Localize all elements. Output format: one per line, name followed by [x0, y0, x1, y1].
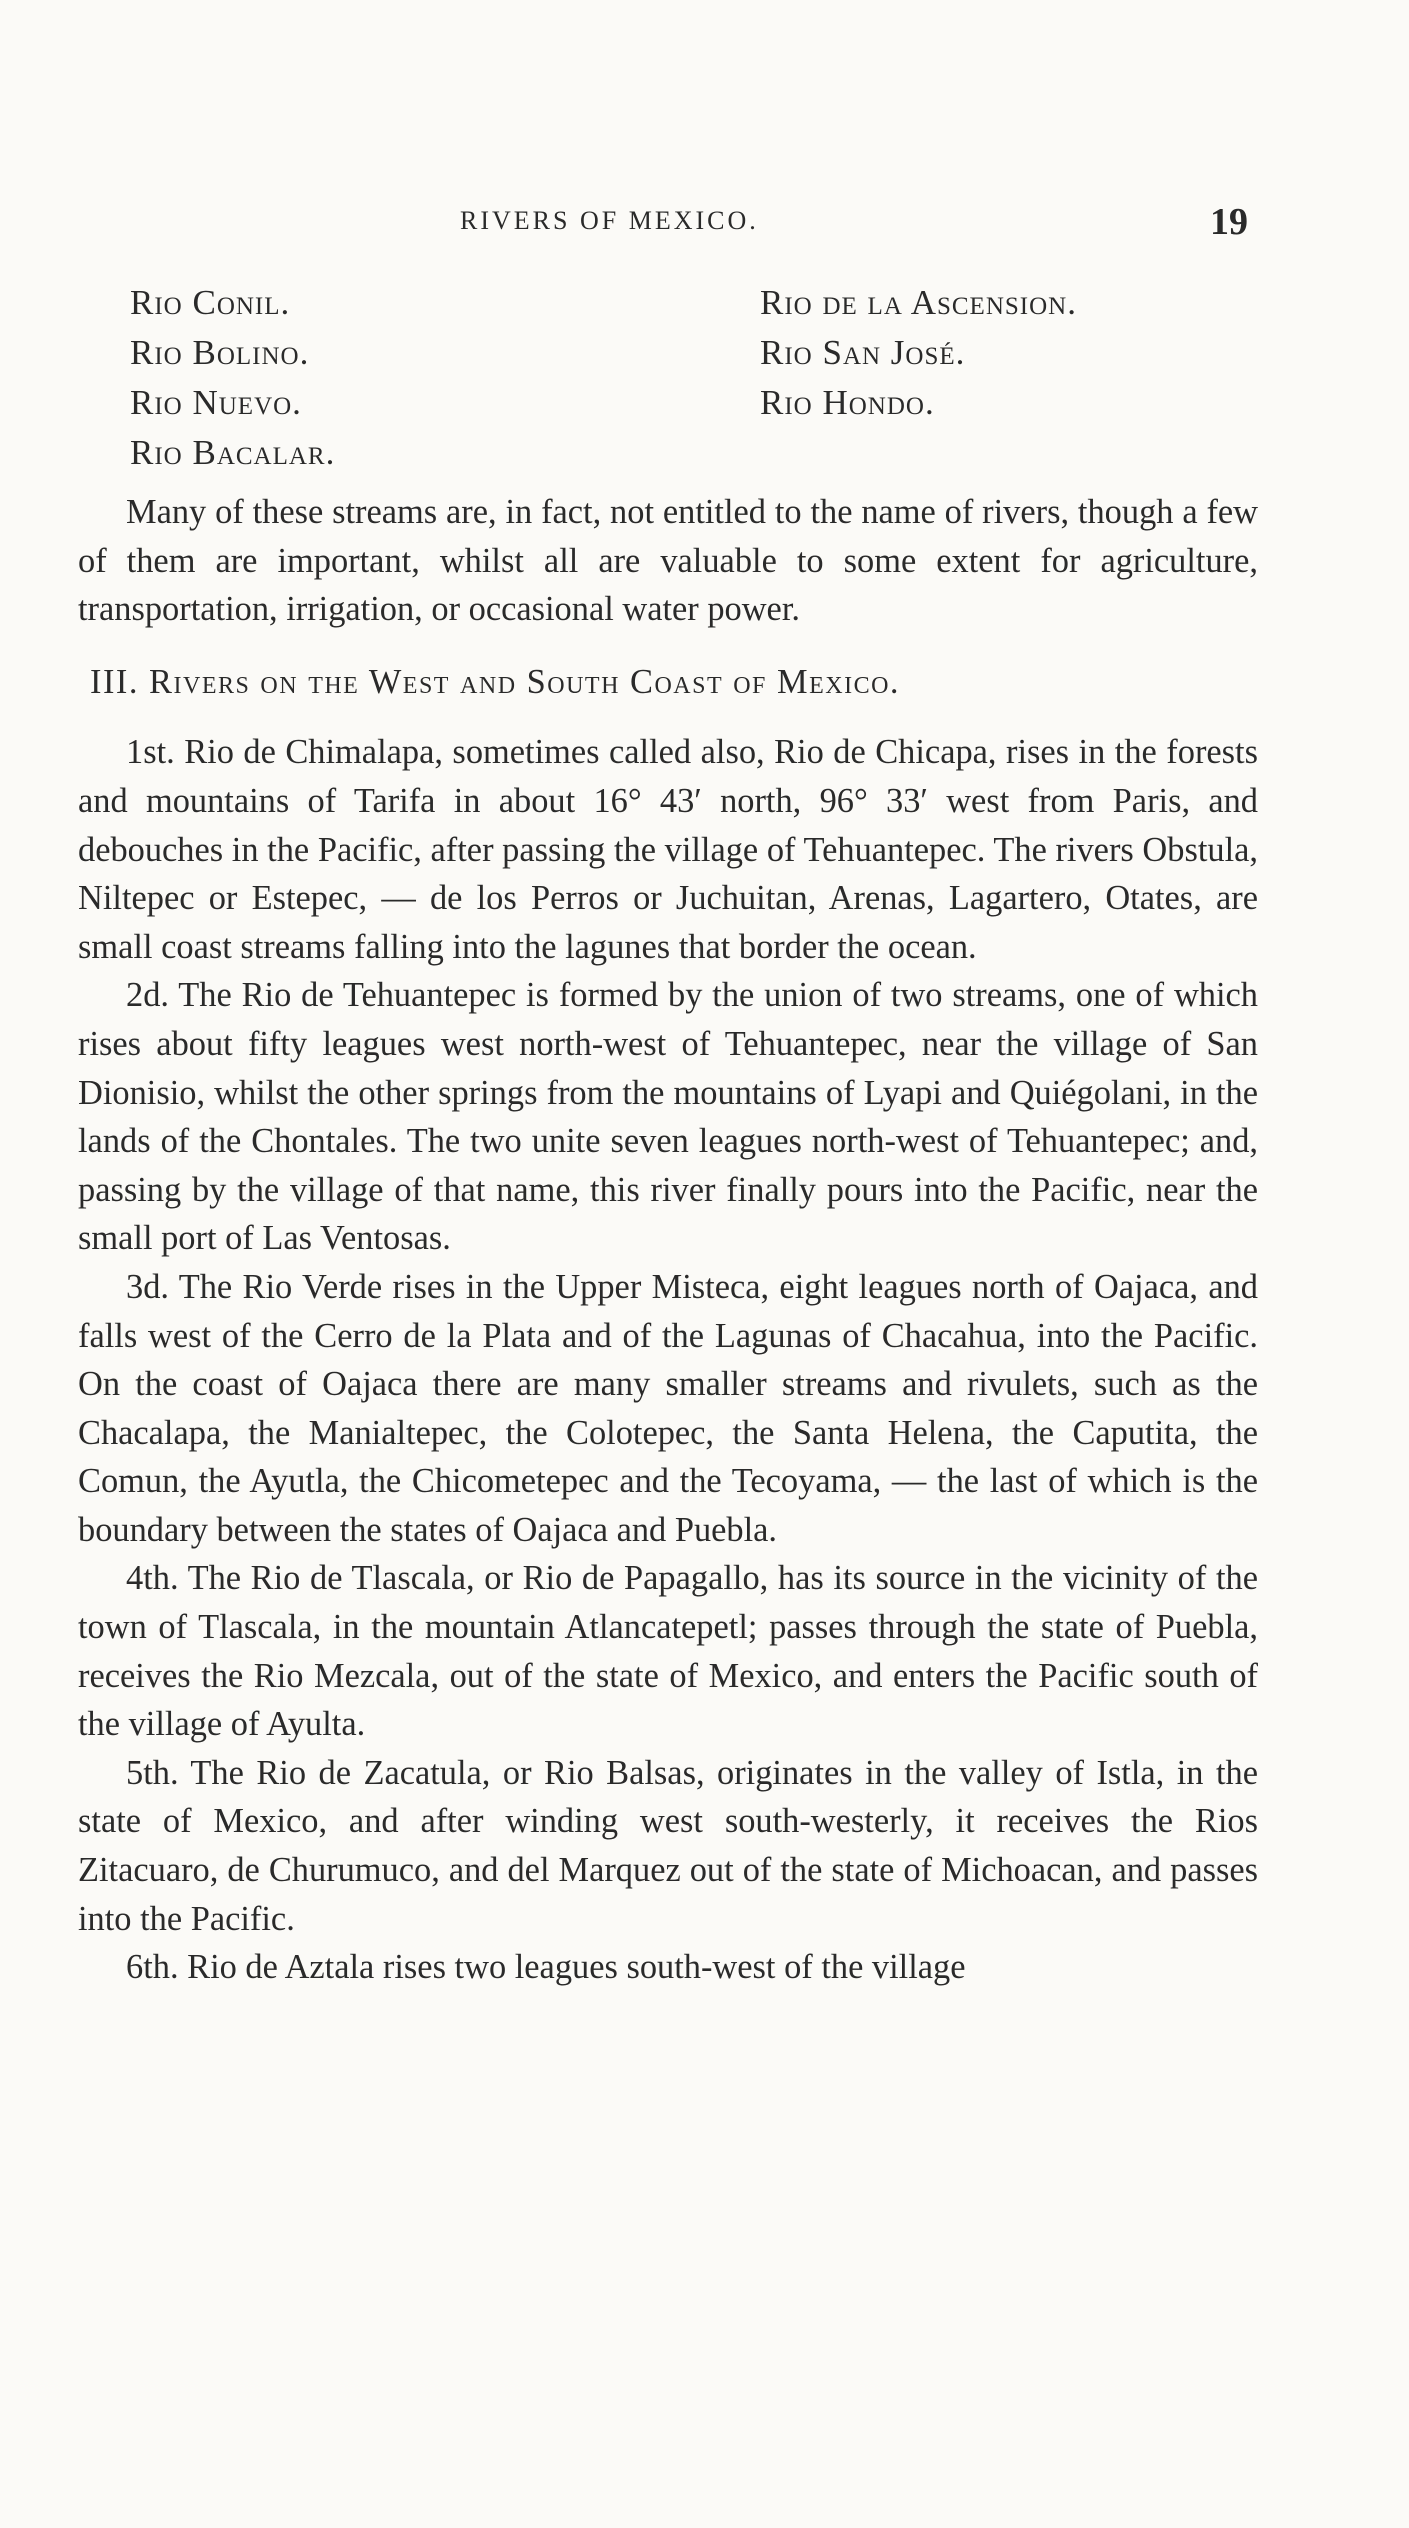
rivers-list-left [130, 278, 335, 478]
paragraph-1st: 1st. Rio de Chimalapa, sometimes called also, Rio de Chicapa, rises in the forests and mountains of Tarifa in about 16° 43′ north, 96° 33′ west from Paris, and debouches in the Pacific, after passing the village of Tehuantepec. The rivers Obstula, Niltepec or Estepec, — de los Perros or Juchuitan, Arenas, Lagartero, Otates, are small coast streams falling into the lagunes that border the ocean. [78, 733, 1258, 966]
running-head [0, 201, 1409, 246]
running-title: RIVERS OF MEXICO. [460, 206, 759, 235]
body-text [78, 488, 1258, 1992]
list-item: Rio Bolino. [130, 333, 310, 372]
paragraph-5th: 5th. The Rio de Zacatula, or Rio Balsas, originates in the valley of Istla, in the state of Mexico, and after winding west south-westerly, it receives the Rios Zitacuaro, de Churumuco, and del Marquez out of the state of Michoacan, and passes into the Pacific. [78, 1753, 1258, 1938]
paragraph-6th: 6th. Rio de Aztala rises two leagues south-west of the village [126, 1948, 966, 1987]
intro-paragraph: Many of these streams are, in fact, not entitled to the name of rivers, though a few of them are important, whilst all are valuable to some extent for agriculture, transportation, irrigation, or occasional water power. [78, 493, 1258, 629]
list-item: Rio Conil. [130, 283, 291, 322]
paragraph-2d: 2d. The Rio de Tehuantepec is formed by the union of two streams, one of which rises about fifty leagues west north-west of Tehuantepec, near the village of San Dionisio, whilst the other springs from the mountains of Lyapi and Quiégolani, in the lands of the Chontales. The two unite seven leagues north-west of Tehuantepec; and, passing by the village of that name, this river finally pours into the Pacific, near the small port of Las Ventosas. [78, 976, 1258, 1258]
list-item: Rio de la Ascension. [760, 283, 1077, 322]
list-item: Rio Nuevo. [130, 383, 302, 422]
rivers-list-right [760, 278, 1077, 428]
section-heading: III. Rivers on the West and South Coast of Mexico. [90, 662, 901, 701]
paragraph-3d: 3d. The Rio Verde rises in the Upper Misteca, eight leagues north of Oajaca, and falls west of the Cerro de la Plata and of the Lagunas of Chacahua, into the Pacific. On the coast of Oajaca there are many smaller streams and rivulets, such as the Chacalapa, the Manialtepec, the Colotepec, the Santa Helena, the Caputita, the Comun, the Ayutla, the Chicometepec and the Tecoyama, — the last of which is the boundary between the states of Oajaca and Puebla. [78, 1267, 1258, 1549]
paragraph-4th: 4th. The Rio de Tlascala, or Rio de Papagallo, has its source in the vicinity of the town of Tlascala, in the mountain Atlancatepetl; passes through the state of Puebla, receives the Rio Mezcala, out of the state of Mexico, and enters the Pacific south of the village of Ayulta. [78, 1559, 1258, 1744]
list-item: Rio Hondo. [760, 383, 935, 422]
list-item: Rio Bacalar. [130, 433, 336, 472]
page-number: 19 [1210, 201, 1248, 243]
list-item: Rio San José. [760, 333, 966, 372]
